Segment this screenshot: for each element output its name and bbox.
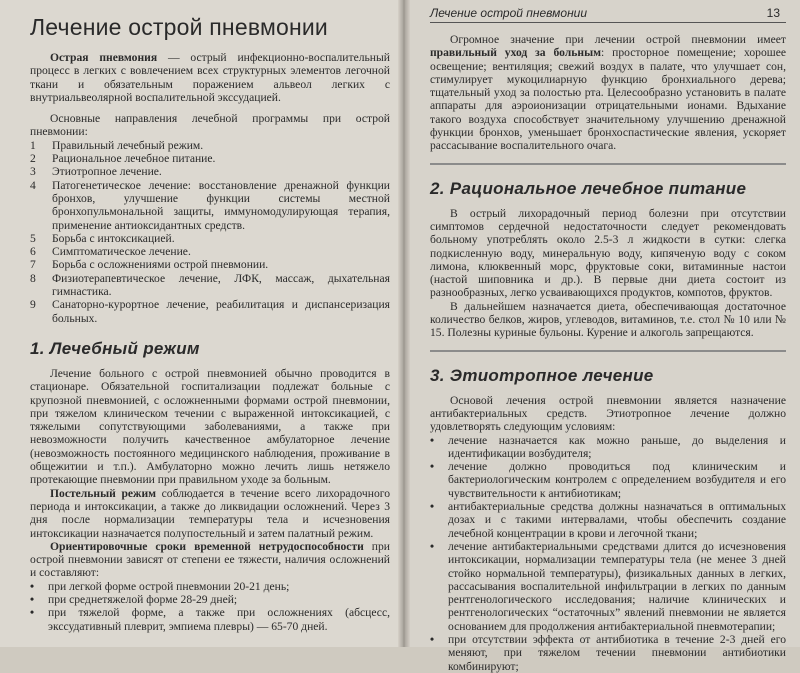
left-page [0, 0, 404, 647]
intro-term: Острая пневмония [50, 51, 158, 64]
list-item: 9 Санаторно-курортное лечение, реабилитация и диспансеризация больных. [30, 298, 390, 325]
care-paragraph: Огромное значение при лечении острой пневмонии имеет правильный уход за больным: просторное помещение; хорошее освещение; вентиляция; свежий воздух в палате, что улучшает сон, стимулирует мукоцилиарную функцию бронхиального дерева; тщательный уход за полостью рта. Целесообразно установить в палате аппараты для аэроионизации отрицательными ионами. Вдыхание такого воздуха способствует значительному улучшению дренажной функции бронхов, уменьшает бронхоспастические явления, ускоряет рассасывание воспалительного очага. [430, 33, 786, 153]
running-head-title: Лечение острой пневмонии [430, 6, 588, 20]
list-item: • при среднетяжелой форме 28-29 дней; [30, 592, 238, 606]
disability-paragraph: Ориентировочные сроки временной нетрудоспособности при острой пневмонии зависят от степени ее тяжести, наличия осложнений и составляют: [30, 539, 390, 580]
list-item: • при легкой форме острой пневмонии 20-21 день; [30, 579, 290, 593]
disability-terms-list [30, 580, 390, 633]
list-item: 4 Патогенетическое лечение: восстановление дренажной функции бронхов, улучшение функции системы местной бронхопульмональной защиты, иммуномодулирующая терапия, применение антиоксидантных средств. [30, 178, 390, 232]
list-item: 7 Борьба с осложнениями острой пневмонии. [30, 258, 269, 272]
page-number: 13 [766, 6, 780, 20]
list-item: • при отсутствии эффекта от антибиотика в течение 2-3 дней его меняют, при тяжелом течении пневмонии антибиотики комбинируют; [430, 632, 786, 673]
disability-term: Ориентировочные сроки временной нетрудоспособности [50, 539, 364, 553]
bullet-icon: • [30, 606, 35, 620]
list-item: 1 Правильный лечебный режим. [30, 138, 204, 152]
list-item: 2 Рациональное лечебное питание. [30, 152, 216, 166]
list-item: • лечение антибактериальными средствами длится до исчезновения интоксикации, нормализации температуры тела (не менее 3 дней стойко нормальной температуры), физикальных данных в легких, рассасывания воспалительной инфильтрации в легких по данным рентгенологического исследования; наличие клинических и рентгенологических “остаточных” явлений пневмонии не является основанием для продолжения антибактериальной пневмотерапии; [430, 539, 786, 633]
bullet-icon: • [430, 500, 435, 514]
nutrition-paragraph-1: В острый лихорадочный период болезни при отсутствии симптомов сердечной недостаточности следует рекомендовать больному употреблять около 2.5-3 л жидкости в сутки: слегка подкисленную воду, минеральную воду, кипяченую воду с соком лимона, клюквенный морс, фруктовые соки, витаминные настои (настой шиповника и др.). В первые дни диета состоит из разнообразных, легко усваивающихся продуктов, компотов, фруктов. [430, 206, 786, 300]
bullet-icon: • [430, 433, 435, 447]
conditions-list [430, 434, 786, 673]
book-gutter [398, 0, 410, 647]
section-title-nutrition: 2. Рациональное лечебное питание [430, 178, 747, 198]
running-head [430, 6, 786, 22]
list-item: 5 Борьба с интоксикацией. [30, 231, 175, 245]
list-item: 6 Симптоматическое лечение. [30, 245, 191, 259]
section-title-etiotropic: 3. Этиотропное лечение [430, 365, 654, 385]
list-item: • при тяжелой форме, а также при осложнениях (абсцесс, экссудативный плеврит, эмпиема плевры) — 65-70 дней. [30, 606, 390, 633]
bed-rest-term: Постельный режим [50, 486, 157, 500]
directions-list [30, 139, 390, 325]
nutrition-paragraph-2: В дальнейшем назначается диета, обеспечивающая достаточное количество белков, жиров, углеводов, витаминов, т.е. стол № 10 или № 15. Полезны куриные бульоны. Курение и алкоголь запрещаются. [430, 299, 786, 340]
regimen-paragraph: Лечение больного с острой пневмонией обычно проводится в стационаре. Обязательной госпитализации подлежат больные с крупозной пневмонией, с осложненными формами острой пневмонии, при тяжелом клиническом течении с выраженной интоксикацией, с тяжелыми сопутствующими заболеваниями, а также при невозможности получить качественное амбулаторное лечение (невозможность постоянного медицинского наблюдения, проживание в общежитии и т.п.). Амбулаторно можно лечить лишь нетяжело протекающие пневмонии при правильном уходе за больным. [30, 366, 390, 487]
etiotropic-paragraph: Основой лечения острой пневмонии является назначение антибактериальных средств. Этиотропное лечение должно удовлетворять следующим условиям: [430, 393, 786, 434]
bullet-icon: • [30, 592, 35, 606]
list-item: • лечение назначается как можно раньше, до выделения и идентификации возбудителя; [430, 433, 786, 460]
care-term: правильный уход за больным [430, 46, 602, 60]
intro-paragraph [30, 51, 390, 104]
bullet-icon: • [430, 632, 435, 646]
bullet-icon: • [430, 539, 435, 553]
list-item: • антибактериальные средства должны назначаться в оптимальных дозах и с такими интервалами, чтобы обеспечить создание лечебной концентрации в крови и легочной ткани; [430, 500, 786, 540]
section-title-regimen: 1. Лечебный режим [30, 338, 200, 358]
chapter-title: Лечение острой пневмонии [30, 14, 328, 40]
right-page [404, 0, 800, 673]
bullet-icon: • [30, 579, 35, 593]
section-rule [430, 163, 786, 165]
list-item: 3 Этиотропное лечение. [30, 165, 162, 179]
list-item: 8 Физиотерапевтическое лечение, ЛФК, массаж, дыхательная гимнастика. [30, 271, 390, 299]
directions-lead: Основные направления лечебной программы при острой пневмонии: [30, 112, 390, 139]
section-rule [430, 350, 786, 352]
header-rule [430, 22, 786, 23]
bullet-icon: • [430, 460, 435, 474]
list-item: • лечение должно проводиться под клиническим и бактериологическим контролем с определением возбудителя и его чувствительности к антибиотикам; [430, 460, 786, 500]
bed-rest-paragraph: Постельный режим соблюдается в течение всего лихорадочного периода и интоксикации, а также до ликвидации осложнений. Через 3 дня после нормализации температуры тела и исчезновения интоксикации назначается полупостельный и затем палатный режим. [30, 486, 391, 540]
intro-text: — острый инфекционно-воспалительный процесс в легких с вовлечением всех структурных элементов легочной ткани и обязательным поражением альвеол легких с внутриальвеолярной воспалительной экссудацией. [30, 51, 390, 104]
